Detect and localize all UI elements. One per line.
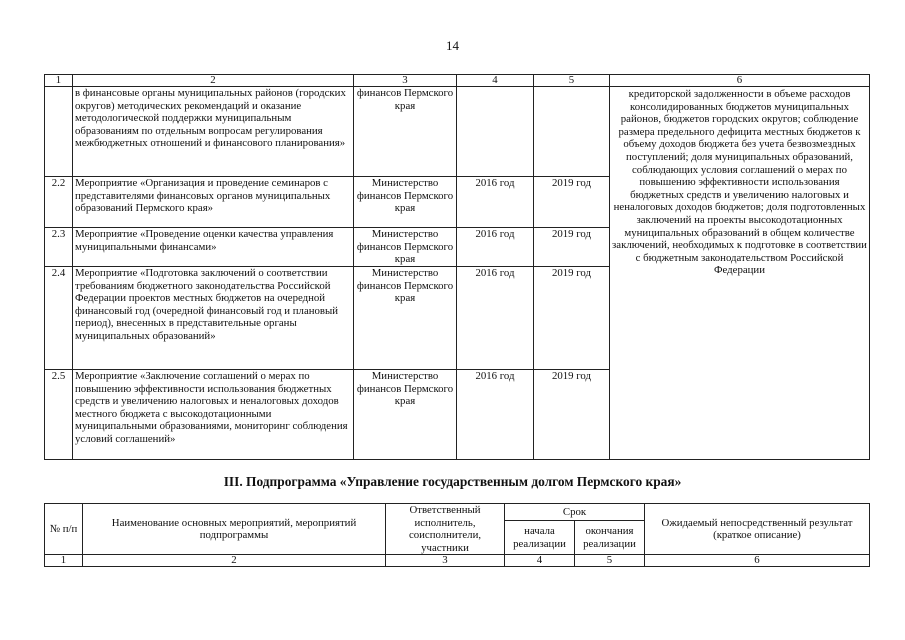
executor: Министерство финансов Пермского края <box>354 228 457 267</box>
start-date <box>457 87 534 177</box>
start-date: 2016 год <box>457 228 534 267</box>
row-number: 2.2 <box>45 177 73 228</box>
column-number: 1 <box>45 555 83 567</box>
header-expected-result: Ожидаемый непосредственный результат (краткое описание) <box>645 504 870 555</box>
column-numbers-row <box>45 555 870 567</box>
header-activity-name: Наименование основных мероприятий, мероприятий подпрограммы <box>83 504 386 555</box>
start-date: 2016 год <box>457 177 534 228</box>
row-number: 2.3 <box>45 228 73 267</box>
header-start: начала реализации <box>505 521 575 555</box>
activity-name: в финансовые органы муниципальных районов (городских округов) методических рекомендаций и оказание методологической поддержки муниципальным образованиям по отдельным вопросам регулирования межбюджетных отношений и финансового планирования» <box>73 87 354 177</box>
section-title: III. Подпрограмма «Управление государственным долгом Пермского края» <box>223 474 682 489</box>
column-number: 6 <box>610 75 870 87</box>
column-number: 4 <box>457 75 534 87</box>
end-date <box>534 87 610 177</box>
end-date: 2019 год <box>534 267 610 370</box>
end-date: 2019 год <box>534 228 610 267</box>
row-number: 2.5 <box>45 370 73 460</box>
header-executor: Ответственный исполнитель, соисполнители, участники <box>386 504 505 555</box>
column-number: 6 <box>645 555 870 567</box>
activity-name: Мероприятие «Подготовка заключений о соответствии требованиям бюджетного законодательства Российской Федерации проектов местных бюджетов на очередной финансовый год (очередной финансовый год и плановый период), внесенных в представительные органы муниципальных образований» <box>73 267 354 370</box>
column-number: 1 <box>45 75 73 87</box>
header-end: окончания реализации <box>575 521 645 555</box>
header-row <box>45 504 870 521</box>
column-number: 2 <box>83 555 386 567</box>
column-numbers-row <box>45 75 870 87</box>
table-row <box>45 87 870 177</box>
column-number: 3 <box>386 555 505 567</box>
executor: Министерство финансов Пермского края <box>354 177 457 228</box>
subprogram-table <box>44 503 870 567</box>
executor: финансов Пермского края <box>354 87 457 177</box>
column-number: 3 <box>354 75 457 87</box>
expected-result: кредиторской задолженности в объеме расходов консолидированных бюджетов муниципальных районов, бюджетов городских округов; соблюдение размера предельного дефицита местных бюджетов к объему доходов бюджета без учета безвозмездных поступлений; доля муниципальных образований, соблюдающих условия соглашений о мерах по повышению эффективности использования бюджетных средств и увеличению налоговых и неналоговых доходов бюджетов; доля подготовленных заключений на проекты высокодотационных муниципальных образований в общем количестве заключений, необходимых к подготовке в соответствии с бюджетным законодательством Российской Федерации <box>610 87 870 460</box>
header-term: Срок <box>505 504 645 521</box>
activity-name: Мероприятие «Проведение оценки качества управления муниципальными финансами» <box>73 228 354 267</box>
page-number: 14 <box>446 38 459 53</box>
column-number: 5 <box>534 75 610 87</box>
row-number <box>45 87 73 177</box>
start-date: 2016 год <box>457 267 534 370</box>
row-number: 2.4 <box>45 267 73 370</box>
end-date: 2019 год <box>534 177 610 228</box>
start-date: 2016 год <box>457 370 534 460</box>
executor: Министерство финансов Пермского края <box>354 267 457 370</box>
end-date: 2019 год <box>534 370 610 460</box>
column-number: 4 <box>505 555 575 567</box>
column-number: 2 <box>73 75 354 87</box>
column-number: 5 <box>575 555 645 567</box>
header-number: № п/п <box>45 504 83 555</box>
activities-table <box>44 74 870 460</box>
activity-name: Мероприятие «Организация и проведение семинаров с представителями финансовых органов муниципальных образований Пермского края» <box>73 177 354 228</box>
executor: Министерство финансов Пермского края <box>354 370 457 460</box>
activity-name: Мероприятие «Заключение соглашений о мерах по повышению эффективности использования бюджетных средств и увеличению налоговых и неналоговых доходов местного бюджета с высокодотационными муниципальными образованиями, мониторинг соблюдения условий соглашений» <box>73 370 354 460</box>
